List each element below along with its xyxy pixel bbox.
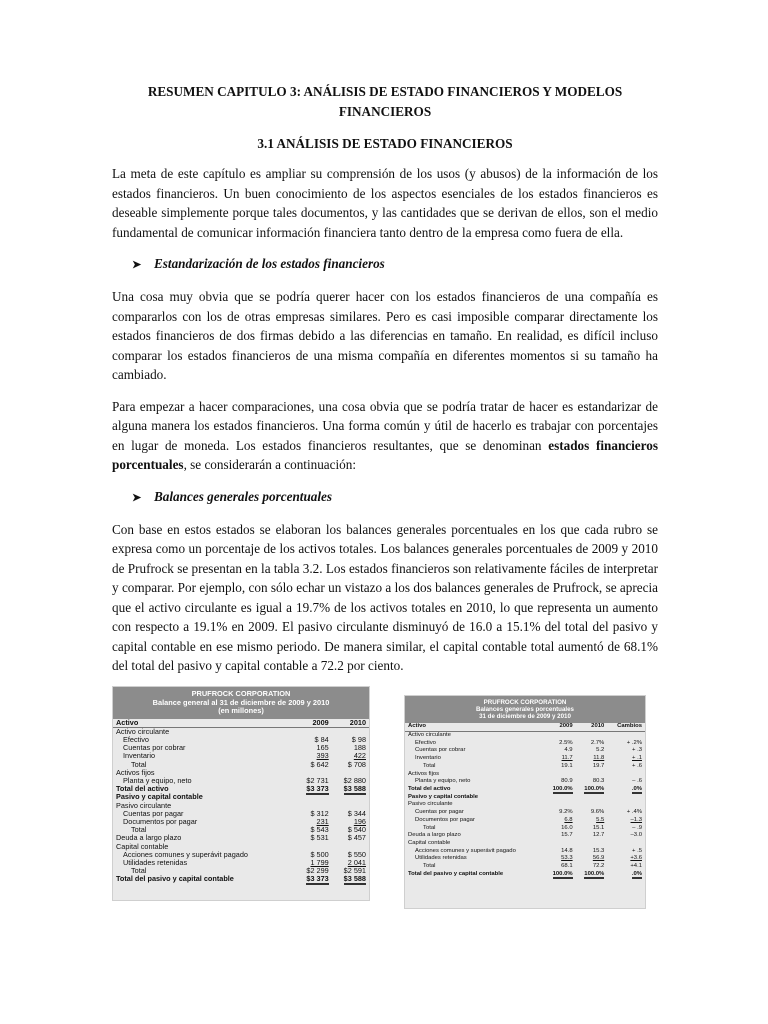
row-label: Utilidades retenidas: [123, 858, 188, 867]
table-row: [113, 727, 369, 736]
col-header-2010: 2010: [332, 719, 369, 728]
row-value-a: [544, 832, 576, 840]
row-value-c: [607, 740, 645, 748]
row-value-b: [576, 786, 608, 794]
row-label: Capital contable: [408, 839, 451, 846]
cell-value: 80.9: [561, 778, 573, 785]
table-header-row: [405, 723, 645, 731]
bullet-heading-2-text: Balances generales porcentuales: [154, 488, 333, 504]
row-label: Documentos por pagar: [123, 816, 198, 826]
row-value-b: [576, 801, 608, 809]
paragraph-1: La meta de este capítulo es ampliar su comprensión de los usos (y abusos) de la información de los estados financieros. Un buen conocimiento de los aspectos esenciales de los estados financieros es deseable simplemente porque tales documentos, y las cantidades que se derivan de ellos, son el medio fundamental de comunicar información financiera tanto dentro de la empresa como fuera de ella.: [112, 166, 658, 240]
cell-value: $3 588: [343, 784, 366, 794]
arrow-bullet-icon: ➤: [132, 259, 142, 271]
row-value-b: [576, 871, 608, 879]
cell-value: 4.9: [564, 747, 573, 754]
section-heading: 3.1 ANÁLISIS DE ESTADO FINANCIEROS: [257, 136, 513, 151]
table-row: [405, 786, 645, 794]
cell-value: 56.9: [592, 855, 605, 862]
cell-value: $ 550: [347, 849, 366, 859]
row-label: Pasivo y capital contable: [116, 792, 203, 802]
row-value-a: [294, 875, 331, 883]
row-label: Pasivo circulante: [408, 801, 453, 808]
row-label: Planta y equipo, neto: [123, 775, 192, 785]
table-row: [405, 778, 645, 786]
paragraph-3-text-b: , se considerarán a continuación:: [183, 457, 357, 472]
cell-value: 196: [353, 816, 366, 826]
title-line-2: FINANCIEROS: [338, 104, 432, 119]
title-line-1: RESUMEN CAPITULO 3: ANÁLISIS DE ESTADO FINANCIEROS Y MODELOS: [147, 84, 623, 99]
row-label: Total del pasivo y capital contable: [116, 874, 234, 884]
cell-value: $2 731: [306, 775, 329, 785]
row-value-a: [544, 863, 576, 871]
row-value-a: [544, 794, 576, 802]
row-label: Activos fijos: [408, 770, 440, 777]
cell-value: + .6: [632, 762, 642, 769]
row-value-a: [544, 871, 576, 879]
row-value-a: [544, 825, 576, 833]
table-title: PRUFROCK CORPORATION: [191, 689, 291, 698]
table-subtitle: Balances generales porcentuales: [475, 706, 574, 714]
table-title: PRUFROCK CORPORATION: [483, 699, 567, 706]
cell-value: 165: [316, 743, 329, 753]
row-value-a: [544, 809, 576, 817]
row-label: Documentos por pagar: [415, 816, 475, 823]
cell-value: + .4%: [626, 809, 642, 816]
row-value-c: [607, 747, 645, 755]
row-value-a: [294, 834, 331, 842]
col-header-2009: 2009: [294, 719, 331, 728]
cell-value: + .1: [632, 755, 642, 762]
cell-value: .0%: [631, 786, 642, 792]
row-value-c: [607, 778, 645, 786]
row-value-b: [332, 834, 369, 842]
row-value-a: [544, 855, 576, 863]
table-row: [405, 855, 645, 863]
row-value-b: [576, 809, 608, 817]
row-value-c: [607, 771, 645, 779]
row-value-a: [294, 761, 331, 769]
paragraph-3-bold-term: estados financieros porcentuales: [112, 437, 658, 472]
bullet-heading-2: [132, 487, 658, 508]
cell-value: 68.1: [561, 863, 573, 870]
cell-value: –3.0: [630, 832, 642, 839]
row-label: Cuentas por cobrar: [415, 747, 466, 754]
paragraph-3-text-a: Para empezar a hacer comparaciones, una cosa obvia que se podría tratar de hacer es estandarizar de alguna manera los estados financieros. Una forma común y útil de hacerlo es trabajar con porcentajes en lugar de moneda. Los estados financieros resultantes, que se denominan: [112, 398, 658, 453]
cell-value: 11.7: [561, 755, 573, 762]
row-label: Acciones comunes y superávit pagado: [415, 847, 516, 854]
row-value-b: [576, 848, 608, 856]
row-value-a: [544, 747, 576, 755]
row-value-c: [607, 817, 645, 825]
cell-value: 80.3: [592, 778, 605, 785]
cell-value: $ 531: [310, 833, 329, 843]
row-value-b: [576, 863, 608, 871]
table-row: [405, 817, 645, 825]
row-value-c: [607, 848, 645, 856]
paragraph-4: Con base en estos estados se elaboran los balances generales porcentuales en los que cada rubro se expresa como un porcentaje de los activos totales. Los balances generales porcentuales de 2009 y 2010 de Prufrock se presentan en la tabla 3.2. Los estados financieros son relativamente fáciles de interpretar y comparar. Por ejemplo, con sólo echar un vistazo a los dos balances generales de Prufrock, se aprecia que el activo circulante es igual a 19.7% de los activos totales en 2010, lo que representa un aumento con respecto a 19.1% en 2009. El pasivo circulante disminuyó de 16.0 a 15.1% del total del pasivo y capital contable en ese mismo periodo. De manera similar, el capital contable total aumentó de 68.1% del total del pasivo y capital contable a 72.2 por ciento.: [112, 521, 658, 673]
col-header-2009: 2009: [544, 723, 576, 731]
cell-value: 5.5: [596, 816, 605, 823]
cell-value: $ 344: [347, 808, 366, 818]
row-label: Total: [131, 825, 147, 835]
bullet-heading-1-text: Estandarización de los estados financieros: [154, 256, 385, 271]
row-label: Deuda a largo plazo: [116, 833, 182, 843]
table-body: [405, 732, 645, 879]
table-row: [405, 771, 645, 779]
common-size-balance-table: [404, 695, 646, 909]
cell-value: 19.1: [561, 762, 573, 769]
row-value-b: [576, 740, 608, 748]
table-header-row: [113, 719, 369, 728]
table-row: [405, 740, 645, 748]
row-value-b: [576, 771, 608, 779]
cell-value: – .6: [632, 778, 642, 785]
row-value-a: [544, 848, 576, 856]
row-value-b: [332, 875, 369, 883]
cell-value: 15.3: [592, 847, 605, 854]
col-header-cambios: Cambios: [607, 723, 645, 731]
table-row: [113, 859, 369, 867]
table-row: [405, 863, 645, 871]
row-value-c: [607, 755, 645, 763]
row-label: Capital contable: [116, 841, 169, 851]
bullet-heading-1: [132, 254, 658, 275]
cell-value: 100.0%: [552, 786, 573, 792]
row-label: Activo circulante: [116, 726, 170, 736]
cell-value: + .5: [632, 847, 642, 854]
cell-value: $2 299: [306, 866, 329, 876]
row-value-b: [576, 763, 608, 771]
balance-sheet-grid: [113, 719, 369, 884]
arrow-bullet-icon: ➤: [132, 491, 142, 504]
cell-value: 19.7: [592, 762, 605, 769]
balance-sheet-table: [112, 686, 370, 901]
table-row: [405, 747, 645, 755]
row-value-c: [607, 801, 645, 809]
row-label: Total del activo: [408, 786, 451, 792]
row-label: Cuentas por pagar: [123, 808, 184, 818]
cell-value: 2.7%: [590, 739, 605, 746]
cell-value: 53.3: [561, 855, 573, 862]
row-value-c: [607, 832, 645, 840]
row-value-a: [544, 732, 576, 740]
cell-value: $2 880: [343, 775, 366, 785]
table-header-band: [113, 687, 369, 719]
row-value-a: [544, 801, 576, 809]
cell-value: 15.1: [592, 824, 605, 831]
row-value-a: [544, 755, 576, 763]
row-value-c: [607, 786, 645, 794]
cell-value: $ 457: [347, 833, 366, 843]
document-page: [112, 82, 658, 688]
common-size-grid: [405, 723, 645, 878]
row-label: Inventario: [123, 751, 156, 761]
row-value-c: [607, 763, 645, 771]
row-value-a: [544, 771, 576, 779]
row-label: Total: [423, 824, 436, 831]
row-label: Deuda a largo plazo: [408, 832, 461, 839]
cell-value: .0%: [631, 870, 642, 877]
row-value-b: [576, 855, 608, 863]
cell-value: $3 373: [306, 874, 329, 884]
row-label: Total: [131, 866, 147, 876]
cell-value: 1 799: [310, 858, 329, 867]
row-label: Total del activo: [116, 784, 169, 794]
cell-value: $ 642: [310, 759, 329, 769]
row-value-a: [544, 817, 576, 825]
row-value-b: [576, 732, 608, 740]
table-header-band: [405, 696, 645, 723]
table-subtitle: Balance general al 31 de diciembre de 2009 y 2010: [152, 697, 330, 707]
document-title: [112, 82, 658, 122]
row-value-c: [607, 825, 645, 833]
cell-value: $ 98: [351, 734, 366, 744]
row-value-a: [544, 840, 576, 848]
row-value-b: [576, 778, 608, 786]
cell-value: 11.8: [593, 755, 605, 762]
cell-value: $ 312: [310, 808, 329, 818]
row-value-c: [607, 855, 645, 863]
row-value-b: [576, 840, 608, 848]
table-row: [405, 840, 645, 848]
cell-value: 5.2: [596, 747, 605, 754]
cell-value: 100.0%: [584, 786, 605, 792]
row-label: Planta y equipo, neto: [415, 778, 471, 785]
row-value-b: [576, 755, 608, 763]
table-row: [113, 875, 369, 883]
row-label: Utilidades retenidas: [415, 855, 467, 862]
row-label: Efectivo: [415, 739, 436, 746]
cell-value: 6.8: [564, 816, 573, 823]
row-value-c: [607, 809, 645, 817]
cell-value: $3 588: [343, 874, 366, 884]
row-value-b: [332, 761, 369, 769]
row-label: Total: [423, 762, 436, 769]
col-header-activo: Activo: [405, 723, 544, 731]
row-value-c: [607, 840, 645, 848]
row-label: Cuentas por cobrar: [123, 743, 186, 753]
row-value-a: [294, 785, 331, 793]
row-value-c: [607, 732, 645, 740]
row-value-b: [576, 825, 608, 833]
col-header-activo: Activo: [113, 719, 294, 728]
row-label: Activos fijos: [116, 767, 155, 777]
cell-value: 422: [353, 751, 366, 761]
table-row: [405, 801, 645, 809]
cell-value: – .9: [632, 824, 642, 831]
cell-value: 2.5%: [559, 739, 573, 746]
cell-value: $2 591: [343, 866, 366, 876]
row-value-c: [607, 794, 645, 802]
table-row: [405, 763, 645, 771]
row-label: Pasivo y capital contable: [408, 793, 479, 800]
row-value-a: [544, 778, 576, 786]
table-row: [405, 755, 645, 763]
table-row: [113, 752, 369, 760]
col-header-2010: 2010: [576, 723, 608, 731]
cell-value: 231: [316, 816, 329, 826]
row-value-b: [576, 832, 608, 840]
row-value-b: [576, 794, 608, 802]
cell-value: + .2%: [626, 739, 642, 746]
cell-value: 14.8: [561, 847, 573, 854]
row-label: Efectivo: [123, 734, 149, 744]
row-label: Activo circulante: [408, 732, 451, 739]
cell-value: 72.2: [592, 863, 605, 870]
row-value-b: [576, 747, 608, 755]
table-row: [405, 825, 645, 833]
row-value-c: [607, 871, 645, 879]
cell-value: $ 543: [310, 825, 329, 835]
paragraph-3: [112, 397, 658, 475]
table-row: [405, 832, 645, 840]
cell-value: +3.6: [630, 855, 642, 862]
cell-value: 100.0%: [552, 870, 573, 877]
table-body: [113, 727, 369, 883]
cell-value: 16.0: [561, 824, 573, 831]
cell-value: $ 500: [310, 849, 329, 859]
row-label: Total: [131, 759, 147, 769]
cell-value: –1.3: [630, 816, 642, 823]
cell-value: + .3: [632, 747, 642, 754]
row-label: Total: [423, 863, 436, 870]
cell-value: $ 708: [347, 759, 366, 769]
cell-value: 9.6%: [590, 809, 605, 816]
cell-value: 12.7: [592, 832, 605, 839]
table-row: [113, 818, 369, 826]
row-value-c: [607, 863, 645, 871]
table-date: 31 de diciembre de 2009 y 2010: [479, 713, 571, 721]
row-label: Inventario: [415, 755, 441, 762]
table-row: [405, 848, 645, 856]
row-label: Acciones comunes y superávit pagado: [123, 849, 248, 859]
paragraph-2: Una cosa muy obvia que se podría querer hacer con los estados financieros de una compañía es compararlos con los de otras empresas similares. Pero es casi imposible comparar directamente los estados financieros de dos firmas debido a las diferencias en tamaño. En realidad, es difícil incluso comparar los estados financieros de una misma compañía en diferentes momentos si su tamaño ha cambiado.: [112, 289, 658, 382]
row-value-a: [544, 740, 576, 748]
row-label: Pasivo circulante: [116, 800, 172, 810]
cell-value: 100.0%: [584, 870, 605, 877]
cell-value: $ 84: [314, 734, 329, 744]
table-row: [405, 732, 645, 740]
row-label: Cuentas por pagar: [415, 809, 464, 816]
cell-value: 188: [353, 743, 366, 753]
cell-value: 15.7: [561, 832, 573, 839]
cell-value: 9.2%: [559, 809, 573, 816]
cell-value: 2 041: [347, 858, 366, 867]
table-row: [405, 794, 645, 802]
table-row: [405, 809, 645, 817]
row-value-b: [576, 817, 608, 825]
table-row: [405, 871, 645, 879]
row-value-a: [544, 786, 576, 794]
cell-value: $3 373: [306, 784, 329, 794]
row-value-b: [332, 785, 369, 793]
cell-value: +4.1: [630, 863, 642, 870]
cell-value: $ 540: [347, 825, 366, 835]
cell-value: 393: [316, 751, 329, 761]
table-units: (en millones): [218, 706, 264, 716]
row-label: Total del pasivo y capital contable: [408, 870, 504, 877]
row-value-a: [544, 763, 576, 771]
